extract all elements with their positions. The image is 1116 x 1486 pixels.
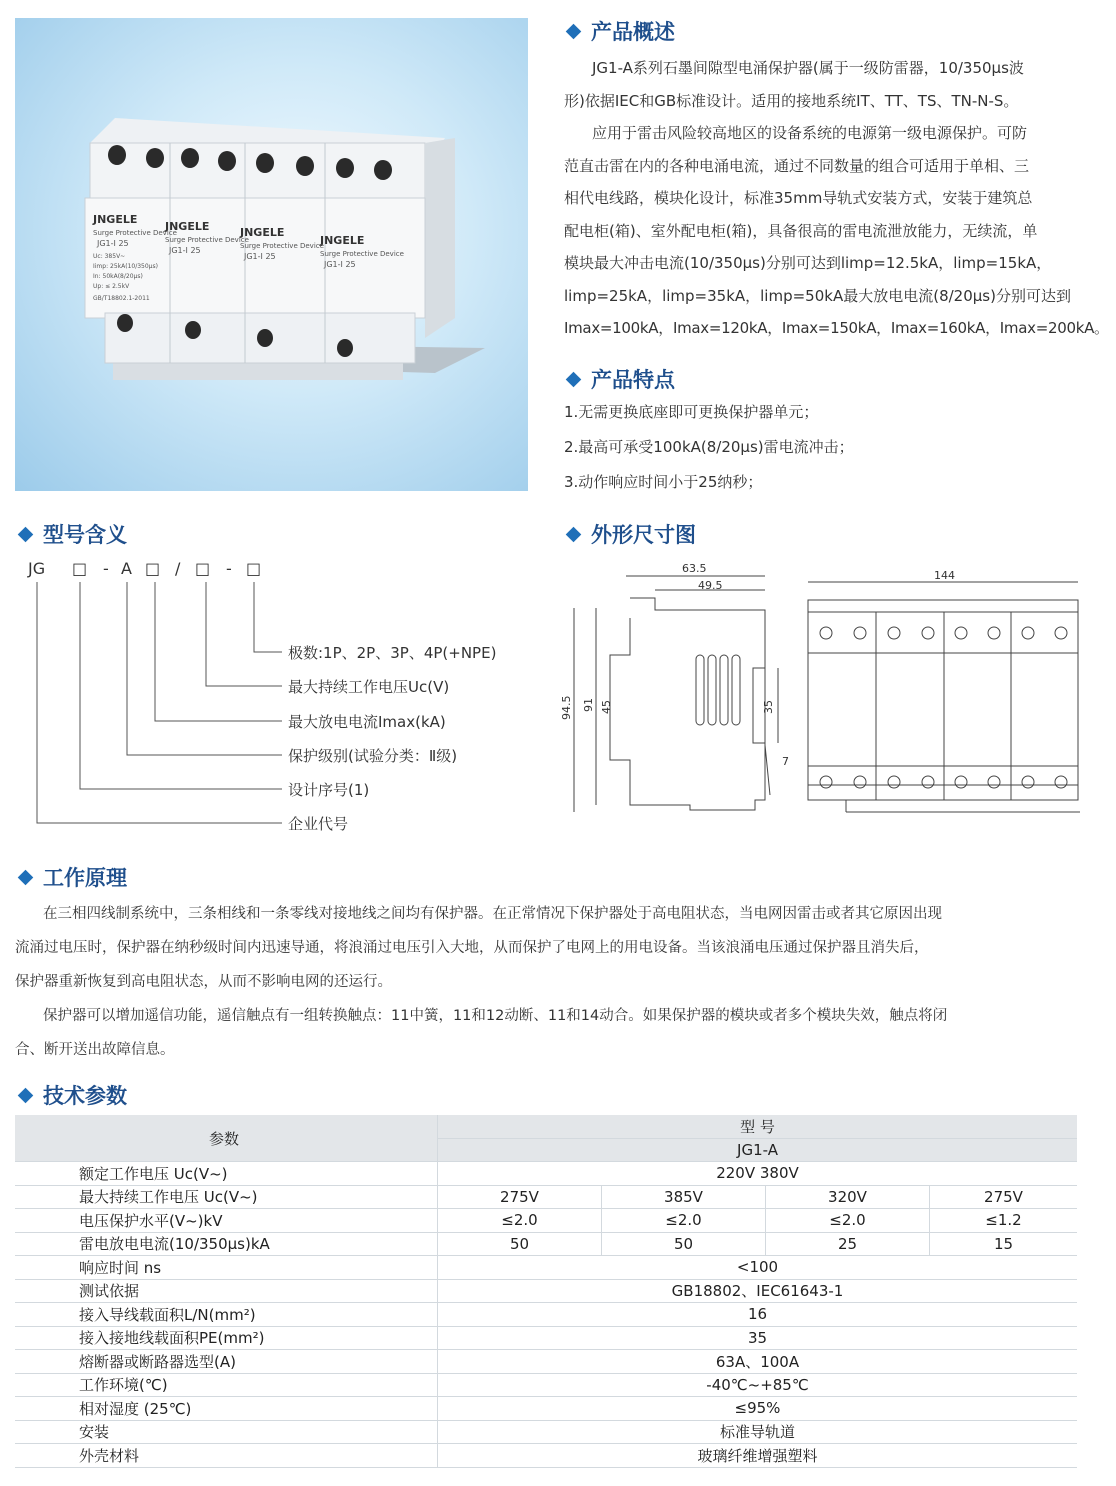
model-label-4: JG1-I 25 xyxy=(324,260,356,269)
row-value: 275V xyxy=(930,1185,1078,1209)
feature-item-2: 2.最高可承受100kA(8/20μs)雷电流冲击； xyxy=(564,438,854,456)
diamond-bullet-icon xyxy=(566,23,582,39)
row-value: 16 xyxy=(438,1303,1078,1327)
spec-line-3: In: 50kA(8/20μs) xyxy=(93,273,143,280)
principle-p1-line-2: 流涌过电压时，保护器在纳秒级时间内迅速导通，将浪涌过电压引入大地，从而保护了电网上的用电设备。当该浪涌电压通过保护器且消失后， xyxy=(15,940,929,956)
diamond-bullet-icon xyxy=(18,1087,34,1103)
dim-7: 7 xyxy=(782,755,789,768)
brand-text-1: JNGELE xyxy=(93,213,138,226)
header-model: JG1-A xyxy=(438,1138,1078,1162)
table-row xyxy=(15,1397,1077,1421)
dim-35: 35 xyxy=(762,700,775,714)
row-param: 额定工作电压 Uc(V~) xyxy=(15,1162,438,1186)
table-row xyxy=(15,1303,1077,1327)
code-box-2: □ xyxy=(145,559,161,578)
row-param: 响应时间 ns xyxy=(15,1256,438,1280)
brand-text-3: JNGELE xyxy=(240,226,285,239)
row-value: 15 xyxy=(930,1232,1078,1256)
device-label-1: Surge Protective Device xyxy=(93,229,177,237)
table-row xyxy=(15,1209,1077,1233)
dimensions-title xyxy=(562,519,696,549)
row-param: 测试依据 xyxy=(15,1279,438,1303)
row-value: 385V xyxy=(602,1185,766,1209)
row-param: 电压保护水平(V~)kV xyxy=(15,1209,438,1233)
row-param: 外壳材料 xyxy=(15,1444,438,1468)
principle-title xyxy=(14,862,127,892)
header-model-label: 型 号 xyxy=(438,1115,1078,1138)
row-value: ≤1.2 xyxy=(930,1209,1078,1233)
row-value: 25 xyxy=(766,1232,930,1256)
device-label-2: Surge Protective Device xyxy=(165,236,249,244)
row-value: 50 xyxy=(438,1232,602,1256)
overview-p2-line-6: limp=25kA，limp=35kA，limp=50kA最大放电电流(8/20μs)分别可达到 xyxy=(564,286,1071,305)
spec-line-5: GB/T18802.1-2011 xyxy=(93,295,150,302)
overview-p2-line-4: 配电柜(箱)、室外配电柜(箱)，具备很高的雷电流泄放能力，无续流，单 xyxy=(564,221,1038,240)
device-label-3: Surge Protective Device xyxy=(240,242,324,250)
row-value: GB18802、IEC61643-1 xyxy=(438,1279,1078,1303)
features-list xyxy=(564,395,854,500)
row-param: 相对湿度 (25℃) xyxy=(15,1397,438,1421)
legend-imax: 最大放电电流Imax(kA) xyxy=(288,713,446,731)
features-title-text: 产品特点 xyxy=(591,368,675,392)
device-label-4: Surge Protective Device xyxy=(320,250,404,258)
table-row xyxy=(15,1232,1077,1256)
specs-table-wrap xyxy=(15,1115,1077,1468)
row-value: 35 xyxy=(438,1326,1078,1350)
principle-p1-line-3: 保护器重新恢复到高电阻状态，从而不影响电网的还运行。 xyxy=(15,974,392,990)
model-label-2: JG1-I 25 xyxy=(169,246,201,255)
principle-p1-line-1: 在三相四线制系统中，三条相线和一条零线对接地线之间均有保护器。在正常情况下保护器处于高电阻状态，当电网因雷击或者其它原因出现 xyxy=(43,906,942,922)
row-value: 220V 380V xyxy=(438,1162,1078,1186)
row-value: 63A、100A xyxy=(438,1350,1078,1374)
dimensions-title-text: 外形尺寸图 xyxy=(591,523,696,547)
overview-p2-line-5: 模块最大冲击电流(10/350μs)分别可达到limp=12.5kA，limp=15kA， xyxy=(564,254,1052,272)
overview-p1-line-1: JG1-A系列石墨间隙型电涌保护器(属于一级防雷器，10/350μs波 xyxy=(592,59,1024,77)
code-box-3: □ xyxy=(195,559,211,578)
overview-text xyxy=(564,52,1116,345)
spec-line-1: Uc: 385V~ xyxy=(93,253,126,260)
legend-design-no: 设计序号(1) xyxy=(288,781,370,799)
row-value: ≤2.0 xyxy=(438,1209,602,1233)
principle-p2-line-1: 保护器可以增加遥信功能，遥信触点有一组转换触点：11中簧，11和12动断、11和14动合。如果保护器的模块或者多个模块失效，触点将闭 xyxy=(43,1008,948,1024)
row-value: 标准导轨道 xyxy=(438,1420,1078,1444)
dimension-drawing xyxy=(560,560,1090,825)
row-param: 接入接地线载面积PE(mm²) xyxy=(15,1326,438,1350)
row-param: 雷电放电电流(10/350μs)kA xyxy=(15,1232,438,1256)
dim-63-5: 63.5 xyxy=(682,562,707,575)
legend-poles: 极数:1P、2P、3P、4P(+NPE) xyxy=(288,644,497,662)
header-param: 参数 xyxy=(15,1115,438,1162)
dim-91: 91 xyxy=(582,698,595,712)
row-value: 320V xyxy=(766,1185,930,1209)
model-code xyxy=(28,559,268,581)
row-value: ≤2.0 xyxy=(602,1209,766,1233)
table-row xyxy=(15,1444,1077,1468)
legend-protection-class: 保护级别(试验分类：Ⅱ级) xyxy=(288,747,458,765)
code-part-jg: JG xyxy=(28,559,46,578)
overview-title xyxy=(562,16,675,46)
feature-item-3: 3.动作响应时间小于25纳秒； xyxy=(564,473,763,491)
overview-p2-line-3: 相代电线路，模块化设计，标准35mm导轨式安装方式，安装于建筑总 xyxy=(564,189,1033,207)
features-title xyxy=(562,364,675,394)
spec-line-4: Up: ≤ 2.5kV xyxy=(93,283,130,290)
legend-uc: 最大持续工作电压Uc(V) xyxy=(288,678,450,696)
dim-49-5: 49.5 xyxy=(698,579,723,592)
diamond-bullet-icon xyxy=(566,371,582,387)
row-value: 玻璃纤维增强塑料 xyxy=(438,1444,1078,1468)
dim-45: 45 xyxy=(600,700,613,714)
principle-title-text: 工作原理 xyxy=(43,866,127,890)
dim-94-5: 94.5 xyxy=(560,695,573,720)
specs-title xyxy=(14,1080,127,1110)
code-box-1: □ xyxy=(72,559,88,578)
row-value: 275V xyxy=(438,1185,602,1209)
model-label-3: JG1-I 25 xyxy=(244,252,276,261)
row-value: <100 xyxy=(438,1256,1078,1280)
row-param: 接入导线载面积L/N(mm²) xyxy=(15,1303,438,1327)
product-photo xyxy=(15,18,528,491)
model-meaning-title xyxy=(14,519,127,549)
table-row xyxy=(15,1350,1077,1374)
table-row xyxy=(15,1162,1077,1186)
row-value: ≤2.0 xyxy=(766,1209,930,1233)
specs-title-text: 技术参数 xyxy=(43,1084,127,1108)
overview-p2-line-7: Imax=100kA，Imax=120kA，Imax=150kA，Imax=160kA，Imax=200kA。 xyxy=(564,319,1109,337)
brand-text-2: JNGELE xyxy=(165,220,210,233)
code-part-a: A xyxy=(121,559,132,578)
overview-p1-line-2: 形)依据IEC和GB标准设计。适用的接地系统IT、TT、TS、TN-N-S。 xyxy=(564,91,1019,110)
spec-line-2: Iimp: 25kA(10/350μs) xyxy=(93,263,158,270)
row-param: 最大持续工作电压 Uc(V~) xyxy=(15,1185,438,1209)
diamond-bullet-icon xyxy=(566,526,582,542)
code-box-4: □ xyxy=(246,559,262,578)
table-row xyxy=(15,1256,1077,1280)
overview-p2-line-2: 范直击雷在内的各种电涌电流，通过不同数量的组合可适用于单相、三 xyxy=(564,156,1030,175)
code-dash-2: - xyxy=(226,559,232,578)
table-row xyxy=(15,1326,1077,1350)
row-value: ≤95% xyxy=(438,1397,1078,1421)
legend-company-code: 企业代号 xyxy=(288,815,349,833)
model-meaning-title-text: 型号含义 xyxy=(43,523,127,547)
table-header-row xyxy=(15,1115,1077,1138)
model-leader-lines xyxy=(0,580,300,840)
table-row xyxy=(15,1279,1077,1303)
surge-protector-illustration xyxy=(15,18,528,491)
diamond-bullet-icon xyxy=(18,869,34,885)
row-param: 熔断器或断路器选型(A) xyxy=(15,1350,438,1374)
principle-text xyxy=(15,897,1105,1067)
feature-item-1: 1.无需更换底座即可更换保护器单元； xyxy=(564,403,819,421)
brand-text-4: JNGELE xyxy=(320,234,365,247)
table-row xyxy=(15,1420,1077,1444)
overview-title-text: 产品概述 xyxy=(591,20,675,44)
dim-144: 144 xyxy=(934,569,955,582)
row-value: -40℃~+85℃ xyxy=(438,1373,1078,1397)
code-slash: / xyxy=(175,559,181,578)
code-dash-1: - xyxy=(103,559,109,578)
diamond-bullet-icon xyxy=(18,526,34,542)
table-row xyxy=(15,1373,1077,1397)
specs-table xyxy=(15,1115,1077,1468)
model-label-1: JG1-I 25 xyxy=(97,239,129,248)
row-value: 50 xyxy=(602,1232,766,1256)
table-row xyxy=(15,1185,1077,1209)
row-param: 安装 xyxy=(15,1420,438,1444)
overview-p2-line-1: 应用于雷击风险较高地区的设备系统的电源第一级电源保护。可防 xyxy=(592,124,1028,142)
row-param: 工作环境(℃) xyxy=(15,1373,438,1397)
principle-p2-line-2: 合、断开送出故障信息。 xyxy=(15,1042,175,1058)
